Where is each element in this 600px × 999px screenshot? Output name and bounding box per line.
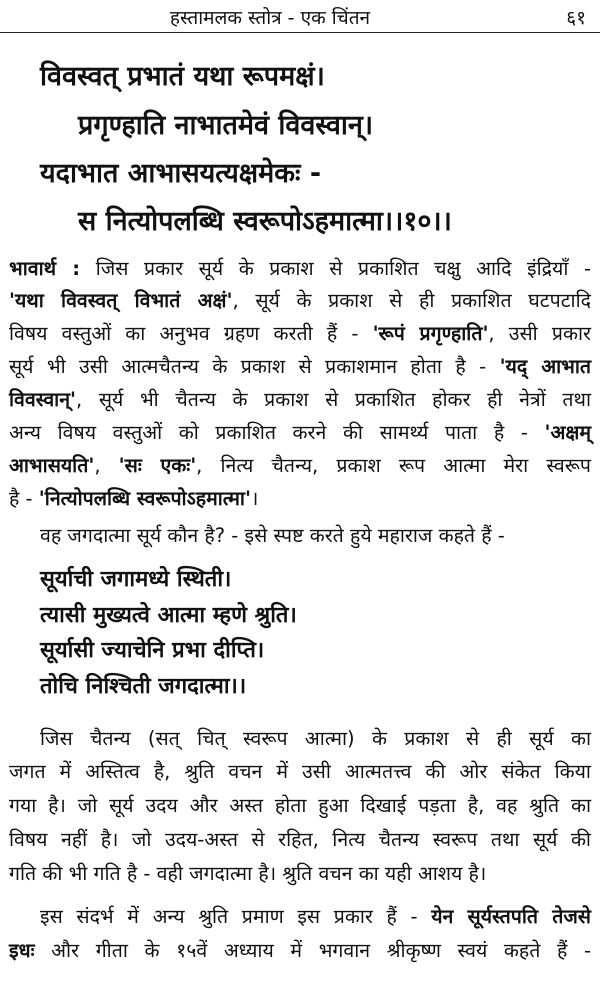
ovi-line-1: सूर्याची जगामध्ये स्थिती। <box>40 567 232 592</box>
text-run: , नित्य चैतन्य, प्रकाश रूप आत्मा मेरा स्वरूप <box>196 454 591 477</box>
bhavarth-line-5 <box>9 385 591 412</box>
text-run: , सूर्य भी चैतन्य के प्रकाश से प्रकाशित होकर ही नेत्रों तथा <box>76 388 591 411</box>
quote-bold: 'नित्योपलब्धि स्वरूपोऽहमात्मा' <box>38 487 251 510</box>
ovi-line-3: सूर्यासी ज्याचेनि प्रभा दीप्ति। <box>40 638 265 663</box>
text-run: इस संदर्भ में अन्य श्रुति प्रमाण इस प्रकार हैं - <box>40 905 418 928</box>
question-line: वह जगदात्मा सूर्य कौन है? - इसे स्पष्ट करते हुये महाराज कहते हैं - <box>40 524 505 547</box>
text-run: , सूर्य के प्रकाश से ही प्रकाशित घटपटादि <box>232 289 591 312</box>
verse-line-4: स नित्योपलब्धि स्वरूपोऽहमात्मा।।१०।। <box>78 206 452 237</box>
text-run: विषय वस्तुओं का अनुभव ग्रहण करती हैं - <box>9 322 359 345</box>
bhavarth-line-1 <box>9 254 591 281</box>
explanation-line-2: जगत में अस्तित्व है, श्रुति वचन में उसी आत्मतत्त्व की ओर संकेत किया <box>9 760 591 783</box>
text-run: सूर्य भी उसी आत्मचैतन्य के प्रकाश से प्रकाशमान होता है - <box>9 355 487 378</box>
bhavarth-line-6 <box>9 418 591 445</box>
bhavarth-label: भावार्थ : <box>9 257 81 280</box>
text-run: , उसी प्रकार <box>488 322 591 345</box>
last-line-2 <box>9 936 591 963</box>
quote-bold: आभासयति' <box>9 454 95 477</box>
bhavarth-line-4 <box>9 352 591 379</box>
explanation-line-5: गति की भी गति है - वही जगदात्मा है। श्रुति वचन का यही आशय है। <box>9 862 487 885</box>
verse-line-2: प्रगृण्हाति नाभातमेवं विवस्वान्। <box>78 110 374 141</box>
bhavarth-line-8 <box>9 484 258 511</box>
text-run: अन्य विषय वस्तुओं को प्रकाशित करने की सामर्थ्य पाता है - <box>9 421 528 444</box>
quote-bold: 'यद् आभात <box>499 355 592 378</box>
quote-bold: इधः <box>9 939 35 962</box>
running-header <box>0 0 600 33</box>
bhavarth-line-7 <box>9 451 591 478</box>
text-run: और गीता के १५वें अध्याय में भगवान श्रीकृष्ण स्वयं कहते हैं - <box>51 939 592 962</box>
bhavarth-line-3 <box>9 319 591 346</box>
quote-bold: 'यथा विवस्वत् विभातं अक्षं' <box>9 289 233 312</box>
explanation-line-4: विषय नहीं है। जो उदय-अस्त से रहित, नित्य चैतन्य स्वरूप तथा सूर्य की <box>9 828 591 851</box>
ovi-line-2: त्यासी मुख्यत्वे आत्मा म्हणे श्रुति। <box>40 603 297 628</box>
quote-bold: 'अक्षम् <box>544 421 591 444</box>
quote-bold: विवस्वान्' <box>9 388 77 411</box>
quote-bold: 'सः एकः' <box>118 454 197 477</box>
page-number: ६१ <box>566 7 586 29</box>
verse-line-3: यदाभात आभासयत्यक्षमेकः - <box>40 158 322 189</box>
quote-bold: 'रूपं प्रगृण्हाति' <box>372 322 489 345</box>
quote-bold: येन सूर्यस्तपति तेजसे <box>431 905 591 928</box>
running-title: हस्तामलक स्तोत्र - एक चिंतन <box>169 7 371 29</box>
text-run: , <box>94 454 101 477</box>
last-line-1 <box>40 902 591 929</box>
explanation-line-3: गया है। जो सूर्य उदय और अस्त होता हुआ दिखाई पड़ता है, वह श्रुति का <box>9 794 591 817</box>
bhavarth-line-2 <box>9 286 591 313</box>
text-run: जिस प्रकार सूर्य के प्रकाश से प्रकाशित चक्षु आदि इंद्रियाँ - <box>95 257 591 280</box>
text-run: है - <box>9 487 33 510</box>
verse-line-1: विवस्वत् प्रभातं यथा रूपमक्षं। <box>40 61 325 92</box>
explanation-line-1: जिस चैतन्य (सत् चित् स्वरूप आत्मा) के प्रकाश से ही सूर्य का <box>40 727 591 750</box>
text-run: । <box>250 487 259 510</box>
ovi-line-4: तोचि निश्चिती जगदात्मा।। <box>40 674 247 699</box>
